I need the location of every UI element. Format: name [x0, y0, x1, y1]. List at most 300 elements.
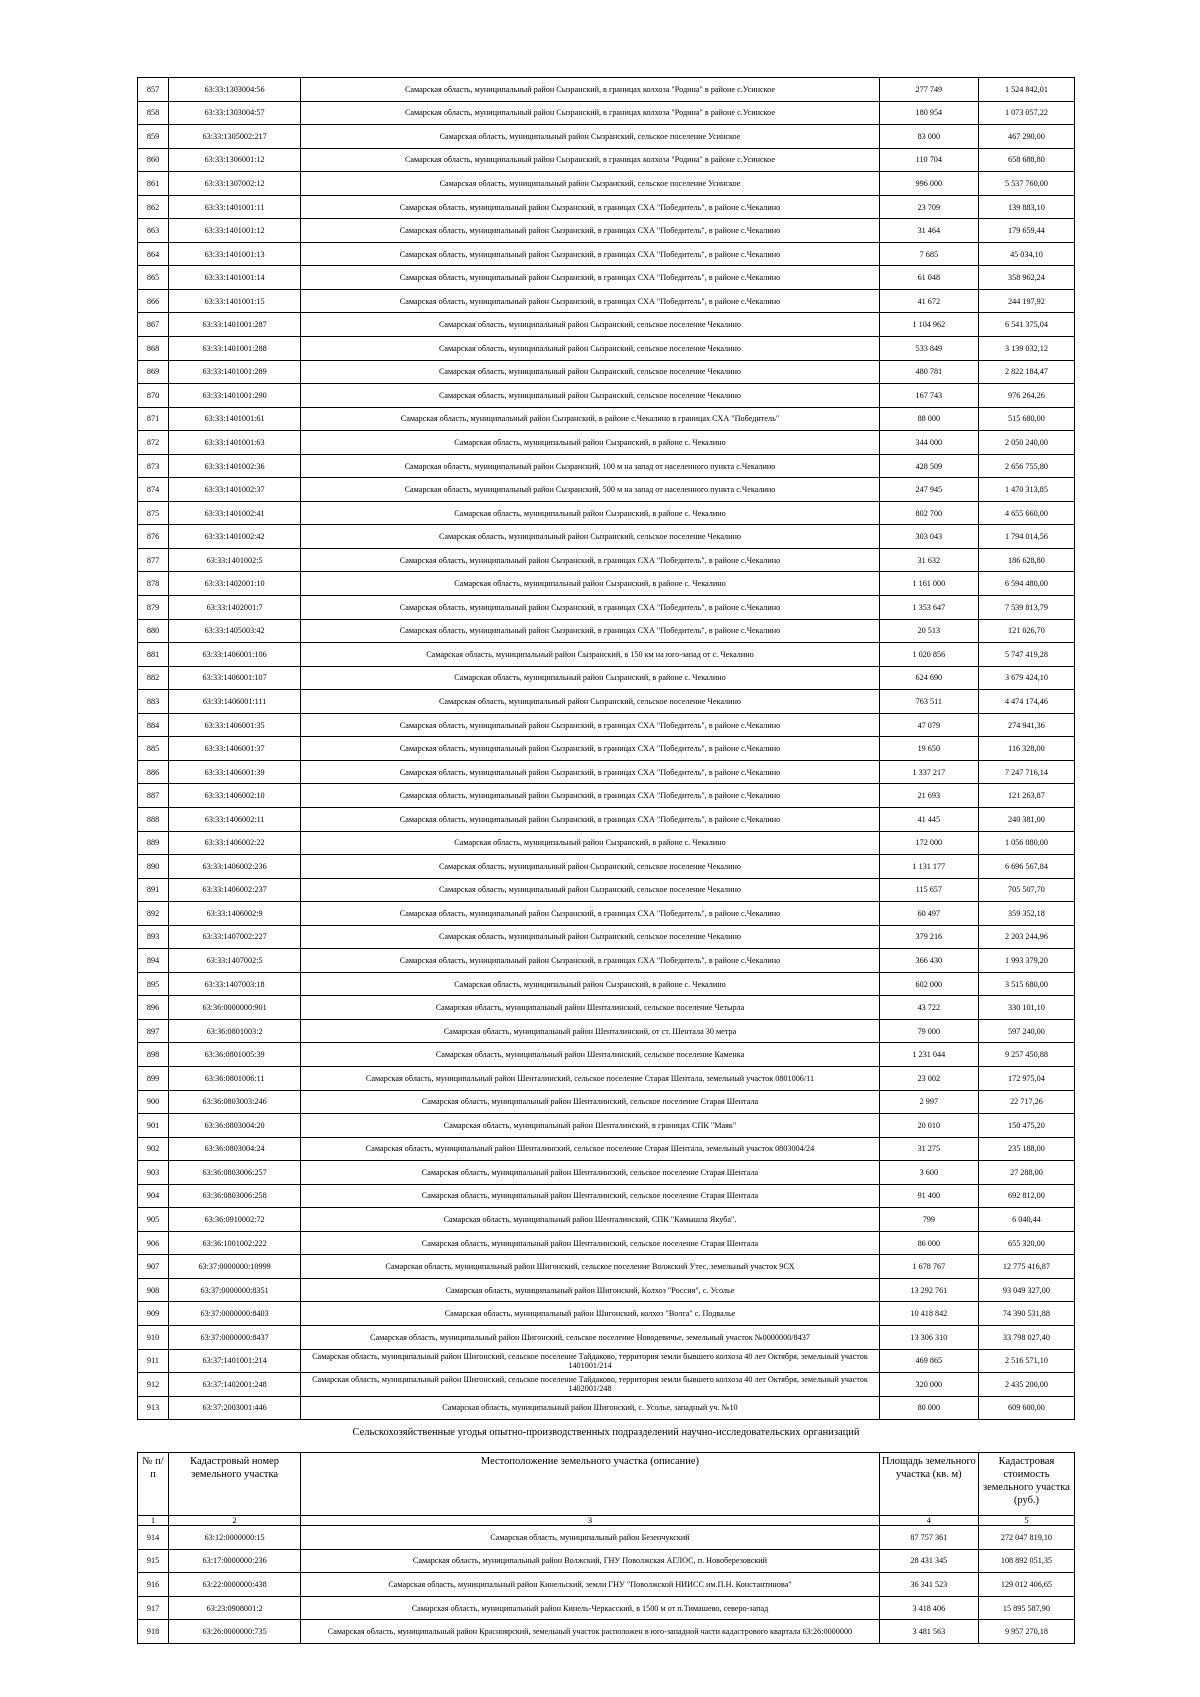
cadastral-number-cell: 63:33:1406002:237 — [169, 878, 301, 902]
location-cell: Самарская область, муниципальный район Сызранский, сельское поселение Чекалино — [301, 360, 880, 384]
area-cell: 1 353 647 — [879, 596, 978, 620]
cadastral-cost-cell: 358 962,24 — [978, 266, 1074, 290]
row-number-cell: 882 — [138, 666, 169, 690]
area-cell: 88 000 — [879, 407, 978, 431]
parcels-table — [137, 77, 1075, 1420]
cadastral-number-cell: 63:33:1401002:41 — [169, 501, 301, 525]
area-cell: 41 672 — [879, 289, 978, 313]
area-cell: 36 341 523 — [879, 1573, 978, 1597]
area-cell: 80 000 — [879, 1396, 978, 1420]
location-cell: Самарская область, муниципальный район Красноярский, земельный участок расположен в юго-западной части кадастрового квартала 63:26:0000000 — [301, 1620, 880, 1644]
table-row — [138, 1019, 1075, 1043]
cadastral-cost-cell: 5 747 419,28 — [978, 643, 1074, 667]
location-cell: Самарская область, муниципальный район Шенталинский, сельское поселение Старая Шентала — [301, 1184, 880, 1208]
area-cell: 31 275 — [879, 1137, 978, 1161]
cadastral-number-cell: 63:33:1406001:35 — [169, 713, 301, 737]
location-cell: Самарская область, муниципальный район Сызранский, в границах колхоза "Родина" в районе с.Усинское — [301, 78, 880, 102]
row-number-cell: 876 — [138, 525, 169, 549]
area-cell: 624 690 — [879, 666, 978, 690]
row-number-cell: 909 — [138, 1302, 169, 1326]
area-cell: 172 000 — [879, 831, 978, 855]
cadastral-cost-cell: 597 240,00 — [978, 1019, 1074, 1043]
location-cell: Самарская область, муниципальный район Сызранский, сельское поселение Чекалино — [301, 878, 880, 902]
area-cell: 379 216 — [879, 925, 978, 949]
header-cadastral-number: Кадастровый номер земельного участка — [169, 1453, 301, 1516]
row-number-cell: 907 — [138, 1255, 169, 1279]
location-cell: Самарская область, муниципальный район Сызранский, в районе с. Чекалино — [301, 431, 880, 455]
row-number-cell: 901 — [138, 1114, 169, 1138]
cadastral-cost-cell: 121 263,87 — [978, 784, 1074, 808]
cadastral-number-cell: 63:33:1306001:12 — [169, 148, 301, 172]
cadastral-cost-cell: 692 812,00 — [978, 1184, 1074, 1208]
location-cell: Самарская область, муниципальный район Шенталинский, сельское поселение Каменка — [301, 1043, 880, 1067]
area-cell: 469 865 — [879, 1349, 978, 1373]
table-row — [138, 1208, 1075, 1232]
table-row — [138, 454, 1075, 478]
row-number-cell: 860 — [138, 148, 169, 172]
cadastral-cost-cell: 274 941,36 — [978, 713, 1074, 737]
location-cell: Самарская область, муниципальный район Сызранский, сельское поселение Чекалино — [301, 525, 880, 549]
cadastral-number-cell: 63:33:1401001:14 — [169, 266, 301, 290]
cadastral-number-cell: 63:36:0803006:257 — [169, 1161, 301, 1185]
table-row — [138, 878, 1075, 902]
cadastral-cost-cell: 121 026,70 — [978, 619, 1074, 643]
row-number-cell: 880 — [138, 619, 169, 643]
cadastral-number-cell: 63:12:0000000:15 — [169, 1526, 301, 1550]
cadastral-cost-cell: 1 794 014,56 — [978, 525, 1074, 549]
location-cell: Самарская область, муниципальный район Сызранский, сельское поселение Чекалино — [301, 384, 880, 408]
cadastral-cost-cell: 22 717,26 — [978, 1090, 1074, 1114]
table-row — [138, 1255, 1075, 1279]
cadastral-cost-cell: 609 600,00 — [978, 1396, 1074, 1420]
table-row — [138, 1549, 1075, 1573]
cadastral-number-cell: 63:36:0803006:258 — [169, 1184, 301, 1208]
cadastral-cost-cell: 179 659,44 — [978, 219, 1074, 243]
cadastral-number-cell: 63:33:1401002:5 — [169, 548, 301, 572]
row-number-cell: 891 — [138, 878, 169, 902]
row-number-cell: 917 — [138, 1596, 169, 1620]
location-cell: Самарская область, муниципальный район Сызранский, в границах колхоза "Родина" в районе с.Усинское — [301, 101, 880, 125]
row-number-cell: 896 — [138, 996, 169, 1020]
area-cell: 1 104 962 — [879, 313, 978, 337]
cadastral-cost-cell: 4 474 174,46 — [978, 690, 1074, 714]
cadastral-number-cell: 63:36:0910002:72 — [169, 1208, 301, 1232]
area-cell: 10 418 842 — [879, 1302, 978, 1326]
cadastral-number-cell: 63:33:1406002:236 — [169, 855, 301, 879]
cadastral-cost-cell: 235 188,00 — [978, 1137, 1074, 1161]
cadastral-number-cell: 63:33:1406002:10 — [169, 784, 301, 808]
cadastral-cost-cell: 6 040,44 — [978, 1208, 1074, 1232]
area-cell: 21 693 — [879, 784, 978, 808]
row-number-cell: 894 — [138, 949, 169, 973]
table-row — [138, 242, 1075, 266]
cadastral-number-cell: 63:33:1401002:36 — [169, 454, 301, 478]
table-row — [138, 148, 1075, 172]
cadastral-number-cell: 63:37:1402001:248 — [169, 1373, 301, 1397]
cadastral-cost-cell: 7 247 716,14 — [978, 760, 1074, 784]
row-number-cell: 897 — [138, 1019, 169, 1043]
row-number-cell: 898 — [138, 1043, 169, 1067]
location-cell: Самарская область, муниципальный район Сызранский, в границах СХА "Победитель", в районе с.Чекалино — [301, 266, 880, 290]
row-number-cell: 859 — [138, 125, 169, 149]
area-cell: 303 043 — [879, 525, 978, 549]
area-cell: 86 000 — [879, 1231, 978, 1255]
row-number-cell: 867 — [138, 313, 169, 337]
column-number: 3 — [301, 1516, 880, 1526]
cadastral-number-cell: 63:37:0000000:8437 — [169, 1325, 301, 1349]
cadastral-number-cell: 63:36:0801003:2 — [169, 1019, 301, 1043]
area-cell: 3 600 — [879, 1161, 978, 1185]
table-row — [138, 313, 1075, 337]
location-cell: Самарская область, муниципальный район Шигонский, сельское поселение Новодевичье, земельный участок №0000000/8437 — [301, 1325, 880, 1349]
area-cell: 480 781 — [879, 360, 978, 384]
cadastral-cost-cell: 1 993 379,20 — [978, 949, 1074, 973]
table-row — [138, 1161, 1075, 1185]
cadastral-cost-cell: 172 975,04 — [978, 1066, 1074, 1090]
location-cell: Самарская область, муниципальный район Сызранский, в границах СХА "Победитель", в районе с.Чекалино — [301, 219, 880, 243]
location-cell: Самарская область, муниципальный район Сызранский, в границах СХА "Победитель", в районе с.Чекалино — [301, 596, 880, 620]
row-number-cell: 875 — [138, 501, 169, 525]
area-cell: 31 632 — [879, 548, 978, 572]
cadastral-cost-cell: 467 290,00 — [978, 125, 1074, 149]
cadastral-cost-cell: 6 696 567,84 — [978, 855, 1074, 879]
cadastral-number-cell: 63:33:1303004:56 — [169, 78, 301, 102]
area-cell: 344 000 — [879, 431, 978, 455]
column-number: 5 — [978, 1516, 1074, 1526]
location-cell: Самарская область, муниципальный район Шигонский, с. Усолье, западный уч. №10 — [301, 1396, 880, 1420]
location-cell: Самарская область, муниципальный район Шенталинский, сельское поселение Четырла — [301, 996, 880, 1020]
cadastral-cost-cell: 1 056 080,00 — [978, 831, 1074, 855]
cadastral-cost-cell: 272 047 819,10 — [978, 1526, 1074, 1550]
row-number-cell: 877 — [138, 548, 169, 572]
area-cell: 167 743 — [879, 384, 978, 408]
row-number-cell: 890 — [138, 855, 169, 879]
table-row — [138, 172, 1075, 196]
area-cell: 763 511 — [879, 690, 978, 714]
cadastral-number-cell: 63:33:1406002:9 — [169, 902, 301, 926]
cadastral-number-cell: 63:36:0803004:24 — [169, 1137, 301, 1161]
location-cell: Самарская область, муниципальный район Сызранский, в границах СХА "Победитель", в районе с.Чекалино — [301, 289, 880, 313]
location-cell: Самарская область, муниципальный район Сызранский, в границах СХА "Победитель", в районе с.Чекалино — [301, 242, 880, 266]
row-number-cell: 892 — [138, 902, 169, 926]
row-number-cell: 906 — [138, 1231, 169, 1255]
cadastral-cost-cell: 2 822 184,47 — [978, 360, 1074, 384]
row-number-cell: 862 — [138, 195, 169, 219]
table-row — [138, 431, 1075, 455]
cadastral-number-cell: 63:33:1401001:290 — [169, 384, 301, 408]
location-cell: Самарская область, муниципальный район Сызранский, в границах СХА "Победитель", в районе с.Чекалино — [301, 760, 880, 784]
row-number-cell: 912 — [138, 1373, 169, 1397]
column-number: 2 — [169, 1516, 301, 1526]
header-area: Площадь земельного участка (кв. м) — [879, 1453, 978, 1516]
location-cell: Самарская область, муниципальный район Кинель-Черкасский, в 1500 м от п.Тимашево, северо-запад — [301, 1596, 880, 1620]
table-row — [138, 501, 1075, 525]
area-cell: 2 997 — [879, 1090, 978, 1114]
cadastral-cost-cell: 186 628,80 — [978, 548, 1074, 572]
cadastral-number-cell: 63:33:1401001:15 — [169, 289, 301, 313]
area-cell: 602 000 — [879, 972, 978, 996]
row-number-cell: 895 — [138, 972, 169, 996]
cadastral-cost-cell: 108 892 051,35 — [978, 1549, 1074, 1573]
section-title: Сельскохозяйственные угодья опытно-производственных подразделений научно-исследовательских организаций — [352, 1427, 860, 1438]
location-cell: Самарская область, муниципальный район Сызранский, сельское поселение Чекалино — [301, 313, 880, 337]
header-row — [138, 1453, 1075, 1516]
table-row — [138, 1526, 1075, 1550]
area-cell: 180 954 — [879, 101, 978, 125]
location-cell: Самарская область, муниципальный район Сызранский, сельское поселение Чекалино — [301, 925, 880, 949]
cadastral-cost-cell: 658 688,80 — [978, 148, 1074, 172]
row-number-cell: 916 — [138, 1573, 169, 1597]
table-row — [138, 1043, 1075, 1067]
cadastral-cost-cell: 4 655 660,00 — [978, 501, 1074, 525]
location-cell: Самарская область, муниципальный район Сызранский, в районе с. Чекалино — [301, 831, 880, 855]
table-row — [138, 1573, 1075, 1597]
row-number-cell: 864 — [138, 242, 169, 266]
cadastral-number-cell: 63:37:0000000:8403 — [169, 1302, 301, 1326]
table-row — [138, 1184, 1075, 1208]
table-row — [138, 807, 1075, 831]
table-row — [138, 1396, 1075, 1420]
row-number-cell: 908 — [138, 1278, 169, 1302]
table-row — [138, 666, 1075, 690]
location-cell: Самарская область, муниципальный район Сызранский, в границах СХА "Победитель", в районе с.Чекалино — [301, 784, 880, 808]
table-row — [138, 548, 1075, 572]
location-cell: Самарская область, муниципальный район Сызранский, 500 м на запад от населенного пункта с.Чекалино — [301, 478, 880, 502]
cadastral-number-cell: 63:37:2003001:446 — [169, 1396, 301, 1420]
cadastral-cost-cell: 27 288,00 — [978, 1161, 1074, 1185]
cadastral-cost-cell: 515 680,00 — [978, 407, 1074, 431]
table-row — [138, 619, 1075, 643]
cadastral-number-cell: 63:26:0000000:735 — [169, 1620, 301, 1644]
table-row — [138, 902, 1075, 926]
location-cell: Самарская область, муниципальный район Сызранский, в границах СХА "Победитель", в районе с.Чекалино — [301, 807, 880, 831]
table-row — [138, 1596, 1075, 1620]
cadastral-number-cell: 63:36:0000000:901 — [169, 996, 301, 1020]
cadastral-number-cell: 63:37:0000000:8351 — [169, 1278, 301, 1302]
area-cell: 3 481 563 — [879, 1620, 978, 1644]
cadastral-cost-cell: 1 524 842,01 — [978, 78, 1074, 102]
cadastral-number-cell: 63:36:1001002:222 — [169, 1231, 301, 1255]
header-cost: Кадастровая стоимость земельного участка (руб.) — [978, 1453, 1074, 1516]
area-cell: 1 678 767 — [879, 1255, 978, 1279]
cadastral-number-cell: 63:33:1401001:12 — [169, 219, 301, 243]
cadastral-cost-cell: 5 537 760,00 — [978, 172, 1074, 196]
cadastral-cost-cell: 1 470 313,85 — [978, 478, 1074, 502]
cadastral-number-cell: 63:33:1401001:289 — [169, 360, 301, 384]
row-number-cell: 866 — [138, 289, 169, 313]
row-number-cell: 913 — [138, 1396, 169, 1420]
table-row — [138, 266, 1075, 290]
table-row — [138, 855, 1075, 879]
area-cell: 41 445 — [879, 807, 978, 831]
cadastral-number-cell: 63:33:1402001:7 — [169, 596, 301, 620]
row-number-cell: 873 — [138, 454, 169, 478]
table-row — [138, 1278, 1075, 1302]
row-number-cell: 868 — [138, 337, 169, 361]
table-row — [138, 1090, 1075, 1114]
cadastral-number-cell: 63:33:1406001:107 — [169, 666, 301, 690]
row-number-cell: 889 — [138, 831, 169, 855]
cadastral-cost-cell: 7 539 813,79 — [978, 596, 1074, 620]
row-number-cell: 911 — [138, 1349, 169, 1373]
cadastral-number-cell: 63:33:1401001:288 — [169, 337, 301, 361]
location-cell: Самарская область, муниципальный район Шигонский, сельское поселение Волжский Утес, земельный участок 9СХ — [301, 1255, 880, 1279]
table-row — [138, 925, 1075, 949]
cadastral-number-cell: 63:33:1401001:287 — [169, 313, 301, 337]
area-cell: 1 231 044 — [879, 1043, 978, 1067]
cadastral-number-cell: 63:17:0000000:236 — [169, 1549, 301, 1573]
row-number-cell: 881 — [138, 643, 169, 667]
area-cell: 13 306 310 — [879, 1325, 978, 1349]
cadastral-cost-cell: 129 012 406,65 — [978, 1573, 1074, 1597]
table-row — [138, 407, 1075, 431]
area-cell: 802 700 — [879, 501, 978, 525]
row-number-cell: 888 — [138, 807, 169, 831]
cadastral-number-cell: 63:36:0801005:39 — [169, 1043, 301, 1067]
location-cell: Самарская область, муниципальный район Шенталинский, сельское поселение Старая Шентала — [301, 1231, 880, 1255]
cadastral-cost-cell: 2 656 755,80 — [978, 454, 1074, 478]
location-cell: Самарская область, муниципальный район Сызранский, в районе с.Чекалино в границах СХА "Победитель" — [301, 407, 880, 431]
row-number-cell: 857 — [138, 78, 169, 102]
row-number-cell: 870 — [138, 384, 169, 408]
area-cell: 1 020 856 — [879, 643, 978, 667]
location-cell: Самарская область, муниципальный район Шенталинский, сельское поселение Старая Шентала — [301, 1161, 880, 1185]
location-cell: Самарская область, муниципальный район Сызранский, в границах СХА "Победитель", в районе с.Чекалино — [301, 902, 880, 926]
cadastral-number-cell: 63:36:0803004:20 — [169, 1114, 301, 1138]
cadastral-number-cell: 63:33:1305002:217 — [169, 125, 301, 149]
table-row — [138, 1349, 1075, 1373]
table-row — [138, 1620, 1075, 1644]
cadastral-cost-cell: 9 957 270,18 — [978, 1620, 1074, 1644]
table-row — [138, 384, 1075, 408]
row-number-cell: 899 — [138, 1066, 169, 1090]
row-number-cell: 861 — [138, 172, 169, 196]
cadastral-number-cell: 63:22:0000000:438 — [169, 1573, 301, 1597]
cadastral-number-cell: 63:33:1406002:22 — [169, 831, 301, 855]
cadastral-cost-cell: 2 516 571,10 — [978, 1349, 1074, 1373]
table-row — [138, 996, 1075, 1020]
column-number-row — [138, 1516, 1075, 1526]
row-number-cell: 910 — [138, 1325, 169, 1349]
table-row — [138, 949, 1075, 973]
table-row — [138, 972, 1075, 996]
cadastral-number-cell: 63:33:1307002:12 — [169, 172, 301, 196]
location-cell: Самарская область, муниципальный район Сызранский, в границах колхоза "Родина" в районе с.Усинское — [301, 148, 880, 172]
location-cell: Самарская область, муниципальный район Шенталинский, в границах СПК "Маяк" — [301, 1114, 880, 1138]
cadastral-number-cell: 63:33:1407002:227 — [169, 925, 301, 949]
location-cell: Самарская область, муниципальный район Сызранский, в районе с. Чекалино — [301, 972, 880, 996]
area-cell: 87 757 361 — [879, 1526, 978, 1550]
location-cell: Самарская область, муниципальный район Сызранский, в границах СХА "Победитель", в районе с.Чекалино — [301, 619, 880, 643]
area-cell: 28 431 345 — [879, 1549, 978, 1573]
cadastral-cost-cell: 2 203 244,96 — [978, 925, 1074, 949]
row-number-cell: 874 — [138, 478, 169, 502]
location-cell: Самарская область, муниципальный район Безенчукский — [301, 1526, 880, 1550]
area-cell: 247 945 — [879, 478, 978, 502]
location-cell: Самарская область, муниципальный район Сызранский, сельское поселение Чекалино — [301, 690, 880, 714]
location-cell: Самарская область, муниципальный район Сызранский, в границах СХА "Победитель", в районе с.Чекалино — [301, 713, 880, 737]
location-cell: Самарская область, муниципальный район Шигонский, Колхоз "Россия", с. Усолье — [301, 1278, 880, 1302]
table-row — [138, 219, 1075, 243]
area-cell: 1 161 000 — [879, 572, 978, 596]
row-number-cell: 883 — [138, 690, 169, 714]
cadastral-number-cell: 63:33:1405003:42 — [169, 619, 301, 643]
cadastral-number-cell: 63:33:1401001:63 — [169, 431, 301, 455]
table-row — [138, 690, 1075, 714]
cadastral-number-cell: 63:36:0801006:11 — [169, 1066, 301, 1090]
table-row — [138, 760, 1075, 784]
area-cell: 91 400 — [879, 1184, 978, 1208]
cadastral-number-cell: 63:33:1401001:13 — [169, 242, 301, 266]
cadastral-cost-cell: 655 320,00 — [978, 1231, 1074, 1255]
cadastral-cost-cell: 240 381,00 — [978, 807, 1074, 831]
table-row — [138, 1114, 1075, 1138]
row-number-cell: 869 — [138, 360, 169, 384]
cadastral-cost-cell: 139 883,10 — [978, 195, 1074, 219]
cadastral-cost-cell: 330 101,10 — [978, 996, 1074, 1020]
location-cell: Самарская область, муниципальный район Сызранский, сельское поселение Чекалино — [301, 337, 880, 361]
cadastral-cost-cell: 705 507,70 — [978, 878, 1074, 902]
table-row — [138, 596, 1075, 620]
table-row — [138, 1302, 1075, 1326]
table-row — [138, 289, 1075, 313]
location-cell: Самарская область, муниципальный район Шенталинский, сельское поселение Старая Шентала, земельный участок 0803004/24 — [301, 1137, 880, 1161]
area-cell: 110 704 — [879, 148, 978, 172]
area-cell: 7 685 — [879, 242, 978, 266]
area-cell: 19 650 — [879, 737, 978, 761]
cadastral-number-cell: 63:36:0803003:246 — [169, 1090, 301, 1114]
location-cell: Самарская область, муниципальный район Волжский, ГНУ Поволжская АГЛОС, п. Новоберезовский — [301, 1549, 880, 1573]
row-number-cell: 884 — [138, 713, 169, 737]
cadastral-cost-cell: 93 049 327,00 — [978, 1278, 1074, 1302]
area-cell: 20 513 — [879, 619, 978, 643]
row-number-cell: 871 — [138, 407, 169, 431]
location-cell: Самарская область, муниципальный район Сызранский, сельское поселение Чекалино — [301, 855, 880, 879]
cadastral-number-cell: 63:33:1406002:11 — [169, 807, 301, 831]
area-cell: 23 709 — [879, 195, 978, 219]
location-cell: Самарская область, муниципальный район Сызранский, сельское поселение Усинское — [301, 125, 880, 149]
cadastral-cost-cell: 33 798 027,40 — [978, 1325, 1074, 1349]
area-cell: 61 048 — [879, 266, 978, 290]
cadastral-cost-cell: 3 139 032,12 — [978, 337, 1074, 361]
area-cell: 83 000 — [879, 125, 978, 149]
cadastral-cost-cell: 45 034,10 — [978, 242, 1074, 266]
location-cell: Самарская область, муниципальный район Сызранский, 100 м на запад от населенного пункта с.Чекалино — [301, 454, 880, 478]
area-cell: 23 002 — [879, 1066, 978, 1090]
cadastral-cost-cell: 2 435 200,00 — [978, 1373, 1074, 1397]
cadastral-cost-cell: 6 594 480,00 — [978, 572, 1074, 596]
cadastral-cost-cell: 74 390 531,88 — [978, 1302, 1074, 1326]
cadastral-cost-cell: 1 073 057,22 — [978, 101, 1074, 125]
location-cell: Самарская область, муниципальный район Шенталинский, сельское поселение Старая Шентала — [301, 1090, 880, 1114]
cadastral-cost-cell: 9 257 450,88 — [978, 1043, 1074, 1067]
area-cell: 13 292 761 — [879, 1278, 978, 1302]
header-location: Местоположение земельного участка (описание) — [301, 1453, 880, 1516]
column-number: 1 — [138, 1516, 169, 1526]
cadastral-cost-cell: 2 050 240,00 — [978, 431, 1074, 455]
cadastral-number-cell: 63:33:1406001:106 — [169, 643, 301, 667]
location-cell: Самарская область, муниципальный район Сызранский, в границах СХА "Победитель", в районе с.Чекалино — [301, 195, 880, 219]
row-number-cell: 914 — [138, 1526, 169, 1550]
location-cell: Самарская область, муниципальный район Кинельский, земли ГНУ "Поволжской НИИСС им.П.Н. Константинова" — [301, 1573, 880, 1597]
location-cell: Самарская область, муниципальный район Сызранский, в границах СХА "Победитель", в районе с.Чекалино — [301, 949, 880, 973]
location-cell: Самарская область, муниципальный район Шигонский, сельское поселение Тайдаково, территория земли бывшего колхоза 40 лет Октября, земельный участок 1401001/214 — [301, 1349, 880, 1373]
row-number-cell: 863 — [138, 219, 169, 243]
cadastral-cost-cell: 15 895 587,90 — [978, 1596, 1074, 1620]
table-row — [138, 525, 1075, 549]
row-number-cell: 885 — [138, 737, 169, 761]
cadastral-cost-cell: 3 515 680,00 — [978, 972, 1074, 996]
